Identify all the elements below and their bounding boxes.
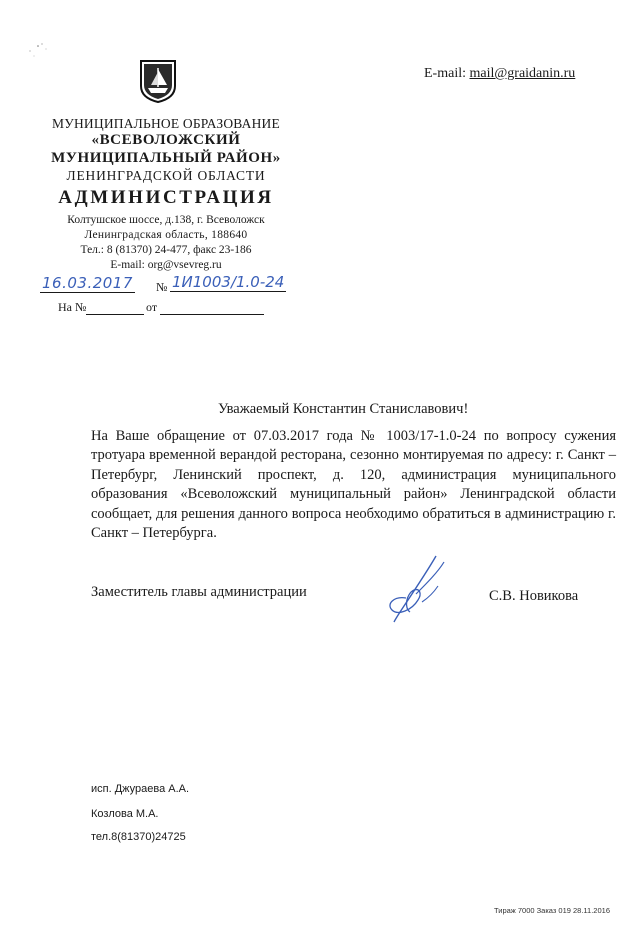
- coat-of-arms-icon: [138, 58, 178, 104]
- recipient-email-label: E-mail:: [424, 66, 466, 81]
- header-district-type: МУНИЦИПАЛЬНЫЙ РАЙОН»: [51, 150, 281, 166]
- handwritten-signature: [376, 548, 466, 628]
- header-region: ЛЕНИНГРАДСКОЙ ОБЛАСТИ: [66, 168, 266, 183]
- reference-number-line: [86, 314, 144, 315]
- letter-body: На Ваше обращение от 07.03.2017 года № 1003/17-1.0-24 по вопросу сужения тротуара временной верандой ресторана, сезонно монтируемая по адресу: г. Санкт – Петербург, Ленинский проспект, д. 120, администрация муниципального образования «Всеволожский муниципальный район» Ленинградской области сообщает, для решения данного вопроса необходимо обратиться в администрацию г. Санкт – Петербурга.: [91, 428, 616, 542]
- signatory-role: Заместитель главы администрации: [91, 584, 307, 600]
- executor-phone: тел.8(81370)24725: [91, 831, 186, 843]
- scan-specks: [12, 34, 62, 64]
- co-executor-name: Козлова М.А.: [91, 808, 159, 820]
- letter-greeting: Уважаемый Константин Станиславович!: [218, 401, 469, 417]
- reference-number-label: На №: [58, 300, 87, 314]
- header-address-region: Ленинградская область, 188640: [84, 229, 248, 241]
- executor-name: исп. Джураева А.А.: [91, 783, 190, 795]
- recipient-email-link[interactable]: mail@graidanin.ru: [469, 66, 576, 81]
- header-municipality: МУНИЦИПАЛЬНОЕ ОБРАЗОВАНИЕ: [52, 116, 280, 131]
- signatory-name: С.В. Новикова: [489, 588, 579, 604]
- header-phone: Тел.: 8 (81370) 24-477, факс 23-186: [80, 244, 252, 256]
- registration-number: 1И1003/1.0-24: [172, 273, 285, 291]
- registration-number-label: №: [156, 280, 168, 294]
- header-email: E-mail: org@vsevreg.ru: [110, 259, 222, 271]
- registration-date: 16.03.2017: [42, 274, 133, 292]
- reference-from-label: от: [146, 300, 158, 314]
- recipient-email: [424, 66, 575, 82]
- print-run-note: Тираж 7000 Заказ 019 28.11.2016: [494, 906, 610, 915]
- header-district-name: «ВСЕВОЛОЖСКИЙ: [91, 132, 241, 148]
- reference-date-line: [160, 314, 264, 315]
- header-administration: АДМИНИСТРАЦИЯ: [58, 187, 274, 208]
- header-address-street: Колтушское шоссе, д.138, г. Всеволожск: [67, 214, 265, 226]
